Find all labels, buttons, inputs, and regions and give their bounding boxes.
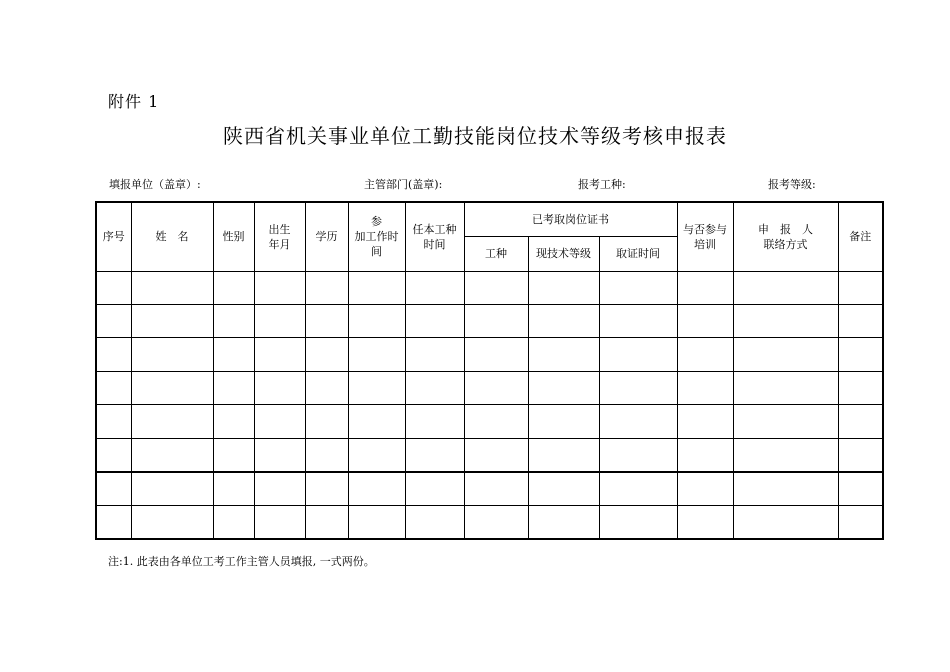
footnote: 注:1. 此表由各单位工考工作主管人员填报, 一式两份。 (108, 555, 375, 568)
table-cell (405, 304, 464, 337)
table-cell (838, 338, 883, 371)
table-cell (405, 472, 464, 505)
table-cell (348, 271, 405, 304)
reporting-unit-label: 填报单位（盖章）: (109, 178, 201, 191)
table-cell (733, 304, 838, 337)
header-cert-trade: 工种 (464, 237, 528, 272)
table-cell (131, 271, 213, 304)
table-cell (348, 472, 405, 505)
table-cell (599, 304, 677, 337)
table-cell (131, 472, 213, 505)
table-cell (464, 338, 528, 371)
table-cell (131, 405, 213, 438)
table-cell (213, 472, 254, 505)
table-cell (838, 304, 883, 337)
header-cert-date: 取证时间 (599, 237, 677, 272)
table-cell (305, 304, 348, 337)
table-cell (213, 438, 254, 471)
table-cell (305, 438, 348, 471)
header-work-start: 参 加工作时 间 (348, 202, 405, 271)
table-cell (464, 472, 528, 505)
table-cell (213, 271, 254, 304)
header-training: 与否参与 培训 (677, 202, 733, 271)
table-cell (528, 505, 599, 539)
header-cert-group: 已考取岗位证书 (464, 202, 677, 237)
header-contact: 申 报 人 联络方式 (733, 202, 838, 271)
table-cell (733, 505, 838, 539)
form-title: 陕西省机关事业单位工勤技能岗位技术等级考核申报表 (223, 124, 727, 148)
table-cell (464, 271, 528, 304)
table-cell (213, 405, 254, 438)
table-cell (599, 338, 677, 371)
table-cell (733, 438, 838, 471)
table-cell (838, 472, 883, 505)
table-cell (733, 405, 838, 438)
header-current-trade: 任本工种 时间 (405, 202, 464, 271)
table-cell (254, 304, 305, 337)
table-cell (677, 371, 733, 404)
table-cell (599, 472, 677, 505)
table-cell (305, 371, 348, 404)
table-cell (528, 405, 599, 438)
table-cell (305, 505, 348, 539)
table-cell (464, 304, 528, 337)
header-education: 学历 (305, 202, 348, 271)
table-cell (254, 271, 305, 304)
table-cell (254, 405, 305, 438)
header-name: 姓 名 (131, 202, 213, 271)
application-table (95, 201, 884, 540)
table-cell (405, 405, 464, 438)
table-row (96, 271, 883, 304)
table-cell (677, 472, 733, 505)
table-cell (599, 371, 677, 404)
table-cell (96, 371, 131, 404)
table-cell (464, 371, 528, 404)
table-cell (838, 405, 883, 438)
table-cell (838, 271, 883, 304)
header-birth: 出生 年月 (254, 202, 305, 271)
header-row-1 (96, 202, 883, 237)
header-gender: 性别 (213, 202, 254, 271)
table-cell (528, 371, 599, 404)
table-cell (254, 338, 305, 371)
table-cell (838, 371, 883, 404)
table-cell (405, 505, 464, 539)
table-cell (131, 438, 213, 471)
table-cell (677, 438, 733, 471)
table-cell (96, 405, 131, 438)
table-cell (96, 338, 131, 371)
table-cell (733, 271, 838, 304)
table-cell (305, 338, 348, 371)
table-cell (464, 438, 528, 471)
table-cell (405, 371, 464, 404)
table-cell (96, 505, 131, 539)
table-cell (528, 304, 599, 337)
table-cell (677, 271, 733, 304)
table-cell (677, 304, 733, 337)
table-cell (464, 505, 528, 539)
table-cell (131, 338, 213, 371)
table-cell (213, 505, 254, 539)
table-cell (348, 438, 405, 471)
table-cell (348, 371, 405, 404)
table-cell (131, 304, 213, 337)
table-cell (213, 371, 254, 404)
table-cell (733, 371, 838, 404)
table-row (96, 405, 883, 438)
table-cell (96, 472, 131, 505)
table-cell (733, 472, 838, 505)
table-row (96, 304, 883, 337)
table-cell (213, 338, 254, 371)
table-row (96, 338, 883, 371)
applied-trade-label: 报考工种: (578, 178, 626, 191)
table-row (96, 472, 883, 505)
table-cell (599, 505, 677, 539)
header-seq: 序号 (96, 202, 131, 271)
table-cell (677, 505, 733, 539)
table-cell (96, 438, 131, 471)
table-cell (528, 472, 599, 505)
table-cell (131, 505, 213, 539)
table-cell (464, 405, 528, 438)
table-cell (254, 472, 305, 505)
table-cell (599, 271, 677, 304)
table-cell (733, 338, 838, 371)
table-cell (405, 338, 464, 371)
table-cell (213, 304, 254, 337)
table-cell (348, 304, 405, 337)
supervising-dept-label: 主管部门(盖章): (364, 178, 443, 191)
header-remarks: 备注 (838, 202, 883, 271)
table-cell (348, 505, 405, 539)
table-row (96, 371, 883, 404)
table-cell (405, 438, 464, 471)
table-cell (348, 338, 405, 371)
table-cell (305, 472, 348, 505)
table-cell (405, 271, 464, 304)
table-row (96, 505, 883, 539)
attachment-label: 附件 1 (108, 92, 160, 111)
table-cell (96, 304, 131, 337)
table-cell (254, 371, 305, 404)
table-cell (528, 338, 599, 371)
table-cell (838, 505, 883, 539)
table-cell (677, 405, 733, 438)
table-cell (254, 438, 305, 471)
table-cell (305, 405, 348, 438)
table-row (96, 438, 883, 471)
table-cell (528, 271, 599, 304)
table-cell (677, 338, 733, 371)
table-cell (131, 371, 213, 404)
header-cert-grade: 现技术等级 (528, 237, 599, 272)
table-cell (528, 438, 599, 471)
applied-grade-label: 报考等级: (768, 178, 816, 191)
table-cell (599, 438, 677, 471)
table-cell (348, 405, 405, 438)
table-cell (305, 271, 348, 304)
table-cell (96, 271, 131, 304)
table-cell (599, 405, 677, 438)
table-cell (838, 438, 883, 471)
table-cell (254, 505, 305, 539)
